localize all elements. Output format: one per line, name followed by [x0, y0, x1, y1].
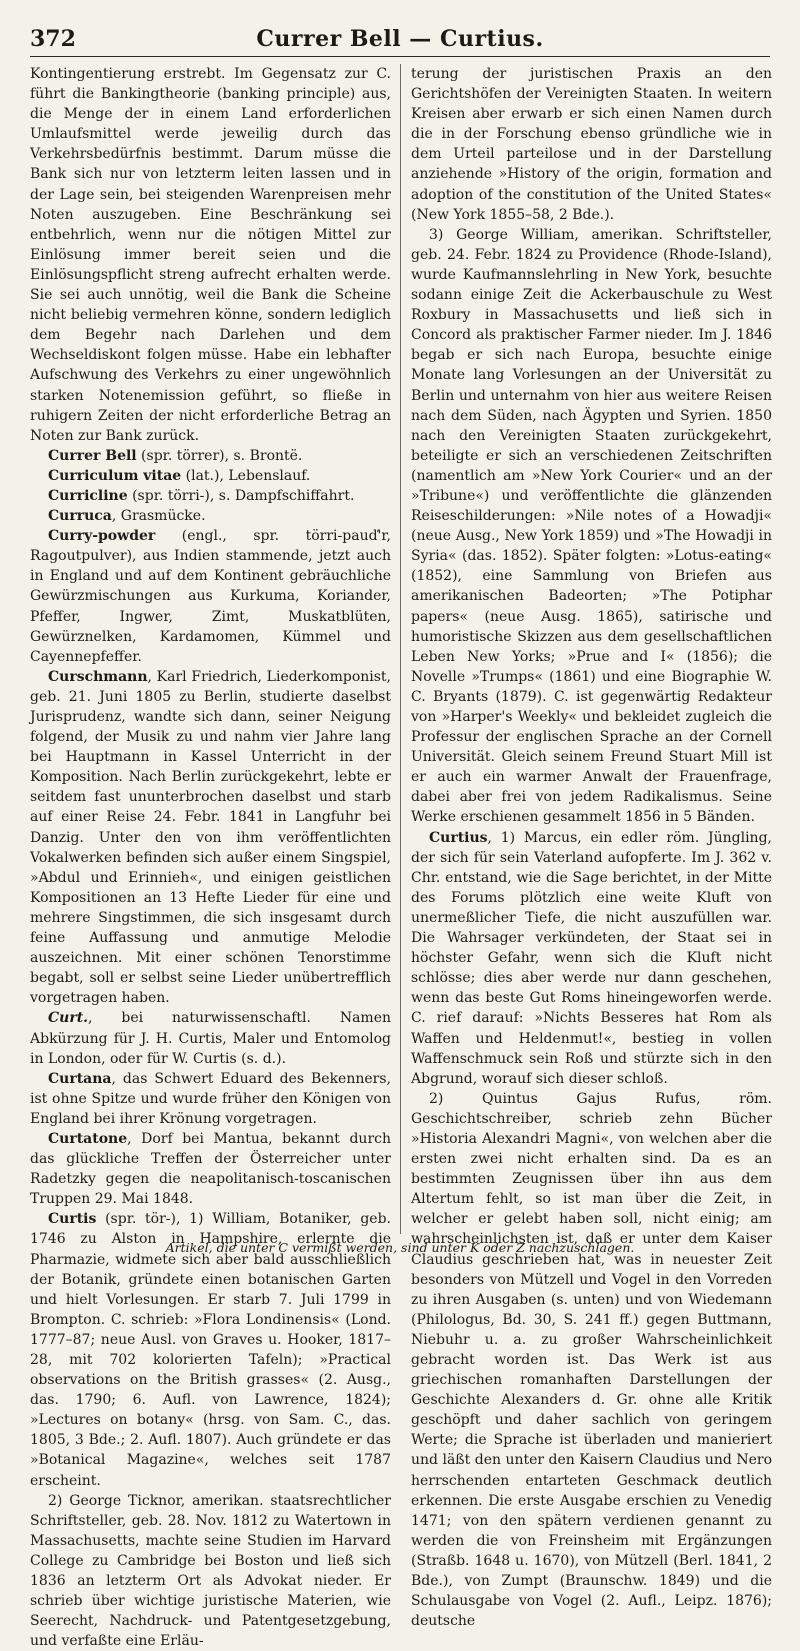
entry-curtis-george-ticknor: 2) George Ticknor, amerikan. staatsrechtlicher Schriftsteller, geb. 28. Nov. 1812 zu Watertown in Massachusetts, machte seine Studien im Harvard College zu Cambridge bei Boston und ließ sich 1836 an letzterm Ort als Advokat nieder. Er schrieb über wichtige juristische Materien, wie Seerecht, Nachdruck- und Patentgesetzgebung, und verfaßte eine Erläu- — [30, 1492, 391, 1650]
entry-text: , Karl Friedrich, Liederkomponist, geb. 21. Juni 1805 zu Berlin, studierte daselbst Jurisprudenz, wandte sich dann, seiner Neigung folgend, der Musik zu und nahm vier Jahre lang bei Hauptmann in Kassel Unterricht in der Komposition. Nach Berlin zurückgekehrt, lebte er seitdem fast ununterbrochen daselbst und starb auf einer Reise 24. Febr. 1841 in Langfuhr bei Danzig. Unter den von ihm veröffentlichten Vokalwerken befinden sich außer einem Singspiel, »Abdul und Erinnieh«, und einigen geistlichen Kompositionen an 13 Hefte Lieder für eine und mehrere Singstimmen, die sich insgesamt durch feine Auffassung und anmutige Melodie auszeichnen. Mit einer schönen Tenorstimme begabt, soll er selbst seine Lieder unübertrefflich vorgetragen haben. — [30, 668, 391, 1007]
entry-text: , Grasmücke. — [111, 508, 206, 525]
left-column — [30, 64, 391, 1650]
right-column — [411, 64, 772, 1630]
entry-headword: Curtis — [48, 1211, 97, 1228]
entry-text: , bei naturwissenschaftl. Namen Abkürzung für J. H. Curtis, Maler und Entomolog in London, oder für W. Curtis (s. d.). — [30, 1010, 391, 1067]
entry-headword: Curtana — [48, 1070, 112, 1087]
entry-curricline — [30, 486, 391, 506]
entry-curruca — [30, 506, 391, 526]
entry-currer-bell — [30, 446, 391, 466]
entry-text: (spr. tör-), 1) William, Botaniker, geb. 1746 zu Alston in Hampshire, erlernte die Pharmazie, widmete sich aber bald ausschließlich der Botanik, gründete einen botanischen Garten und hielt Vorlesungen. Er starb 7. Juli 1799 in Brompton. C. schrieb: »Flora Londinensis« (Lond. 1777–87; neue Ausl. von Graves u. Hooker, 1817–28, mit 702 kolorierten Tafeln); »Practical observations on the British grasses« (2. Ausg., das. 1790; 6. Aufl. von Lawrence, 1824); »Lectures on botany« (hrsg. von Sam. C., das. 1805, 3 Bde.; 2. Aufl. 1807). Auch gründete er das »Botanical Magazine«, welches seit 1787 erscheint. — [30, 1211, 391, 1489]
entry-headword: Curtius — [429, 829, 488, 846]
entry-curriculum-vitae — [30, 466, 391, 486]
entry-curtius — [411, 828, 772, 1089]
entry-headword: Curt. — [48, 1010, 89, 1027]
entry-curschmann — [30, 667, 391, 1009]
entry-text: (engl., spr. törri-pauď'r, Ragoutpulver), aus Indien stammende, jetzt auch in England und auf dem Kontinent gebräuchliche Gewürzmischungen aus Kurkuma, Koriander, Pfeffer, Ingwer, Zimt, Muskatblüten, Gewürznelken, Kardamomen, Kümmel und Cayennepfeffer. — [30, 528, 391, 665]
paragraph-kontingentierung: Kontingentierung erstrebt. Im Gegensatz zur C. führt die Bankingtheorie (banking principle) aus, die Menge der in einem Land erforderlichen Umlaufsmittel werde jeweilig durch das Verkehrsbedürfnis bestimmt. Darum müsse die Bank sich nur von letzterm leiten lassen und in der Lage sein, bei steigenden Warenpreisen mehr Noten auszugeben. Eine Beschränkung sei entbehrlich, wenn nur die nötigen Mittel zur Einlösung immer bereit seien und die Einlösungspflicht streng aufrecht erhalten werde. Sie sei auch unnötig, weil die Bank die Scheine nicht beliebig vermehren könne, sondern lediglich dem Begehr nach Darlehen und dem Wechseldiskont folgen müsse. Habe ein lebhafter Aufschwung des Verkehrs zu einer ungewöhnlich starken Notenemission geführt, so fließe in ruhigern Zeiten der nicht erforderliche Betrag an Noten zur Bank zurück. — [30, 66, 391, 444]
page-header — [30, 22, 770, 57]
page-footer-note: Artikel, die unter C vermißt werden, sind unter K oder Z nachzuschlagen. — [165, 1240, 635, 1255]
entry-headword: Currer Bell — [48, 447, 137, 464]
entry-headword: Curruca — [48, 508, 112, 525]
entry-text: (spr. törrer), s. Brontë. — [136, 447, 303, 464]
entry-headword: Curtatone — [48, 1130, 128, 1147]
entry-text: (lat.), Lebenslauf. — [181, 467, 311, 484]
entry-text: , das Schwert Eduard des Bekenners, ist ohne Spitze und wurde früher den Königen von England bei ihrer Krönung vorgetragen. — [30, 1070, 391, 1127]
entry-curtius-quintus: 2) Quintus Gajus Rufus, röm. Geschichtschreiber, schrieb zehn Bücher »Historia Alexandri Magni«, von welchen aber die ersten zwei nicht erhalten sind. Da es an bestimmten Zeugnissen über ihn aus dem Altertum fehlt, so ist man über die Zeit, in welcher er gelebt haben soll, nicht einig; am wahrscheinlichsten ist, daß er unter dem Kaiser Claudius geschrieben hat, was in neuester Zeit besonders von Mützell und Vogel in den Vorreden zu ihren Ausgaben (s. unten) und von Wiedemann (Philologus, Bd. 30, S. 241 ff.) gegen Buttmann, Niebuhr u. a. zu großer Wahrscheinlichkeit gebracht worden ist. Das Werk ist aus griechischen romanhaften Darstellungen der Geschichte Alexanders d. Gr. ohne alle Kritik geschöpft und daher sachlich von geringem Werte; die Sprache ist überladen und manieriert und läßt den unter den Kaisern Claudius und Nero herrschenden entarteten Geschmack deutlich erkennen. Die erste Ausgabe erschien zu Venedig 1471; von den spätern verdienen genannt zu werden die von Freinsheim mit Ergänzungen (Straßb. 1648 u. 1670), von Mützell (Berl. 1841, 2 Bde.), von Zumpt (Braunschw. 1849) und die Schulausgabe von Vogel (2. Aufl., Leipz. 1876); deutsche — [411, 1090, 772, 1630]
entry-curtana — [30, 1069, 391, 1129]
entry-curry-powder — [30, 526, 391, 667]
entry-curt — [30, 1008, 391, 1068]
entry-text: , Dorf bei Mantua, bekannt durch das glückliche Treffen der Österreicher unter Radetzky gegen die neapolitanisch-toscanischen Truppen 29. Mai 1848. — [30, 1130, 391, 1208]
paragraph-continuation: terung der juristischen Praxis an den Gerichtshöfen der Vereinigten Staaten. In weitern Kreisen aber erwarb er sich einen Namen durch die in der Forschung ebenso gründliche wie in dem Urteil parteilose und in der Darstellung anziehende »History of the origin, formation and adoption of the constitution of the United States« (New York 1855–58, 2 Bde.). — [411, 66, 772, 223]
entry-curtatone — [30, 1129, 391, 1209]
entry-headword: Curry-powder — [48, 528, 156, 545]
entry-text: , 1) Marcus, ein edler röm. Jüngling, der sich für sein Vaterland aufopferte. Im J. 362 v. Chr. entstand, wie die Sage berichtet, in der Mitte des Forums plötzlich eine weite Kluft von unermeßlicher Tiefe, die nicht auszufüllen war. Die Wahrsager verkündeten, der Staat sei in höchster Gefahr, wenn sich die Kluft nicht schlösse; dies aber werde nur dann geschehen, wenn das beste Gut Roms hineingeworfen werde. C. rief darauf: »Nichts Besseres hat Rom als Waffen und Heldenmut!«, bestieg in vollen Waffenschmuck sein Roß und stürzte sich in den Abgrund, worauf sich dieser schloß. — [411, 829, 772, 1087]
running-title: Currer Bell — Curtius. — [256, 26, 544, 52]
entry-text: (spr. törri-), s. Dampfschiffahrt. — [127, 487, 355, 504]
page-number: 372 — [30, 26, 76, 52]
entry-headword: Curricline — [48, 487, 128, 504]
entry-curtis-george-william: 3) George William, amerikan. Schriftsteller, geb. 24. Febr. 1824 zu Providence (Rhode-Island), wurde Kaufmannslehrling in New York, besuchte sodann einige Zeit die Ackerbauschule zu West Roxbury in Massachusetts und ließ sich in Concord als praktischer Farmer nieder. Im J. 1846 begab er sich nach Europa, besuchte einige Monate lang Vorlesungen an der Universität zu Berlin und unternahm von hier aus weitere Reisen nach dem Süden, nach Ägypten und Syrien. 1850 nach den Vereinigten Staaten zurückgekehrt, beteiligte er sich an verschiedenen Zeitschriften (namentlich am »New York Courier« und an der »Tribune«) und veröffentlichte die glänzenden Reiseschilderungen: »Nile notes of a Howadji« (neue Ausg., New York 1859) und »The Howadji in Syria« (das. 1852). Später folgten: »Lotus-eating« (1852), eine Sammlung von Briefen aus amerikanischen Badeorten; »The Potiphar papers« (neue Ausg. 1865), satirische und humoristische Skizzen aus dem gesellschaftlichen Leben New Yorks; »Prue and I« (1856); die Novelle »Trumps« (1861) und eine Biographie W. C. Bryants (1879). C. ist gegenwärtig Redakteur von »Harper's Weekly« und bekleidet zugleich die Professur der englischen Sprache an der Cornell Universität. Gleich seinem Freund Stuart Mill ist er auch ein warmer Anwalt der Frauenfrage, dabei aber frei von jedem Radikalismus. Seine Werke erschienen gesammelt 1856 in 5 Bänden. — [411, 226, 772, 826]
entry-headword: Curschmann — [48, 668, 148, 685]
column-divider — [400, 64, 401, 1234]
entry-headword: Curriculum vitae — [48, 467, 182, 484]
